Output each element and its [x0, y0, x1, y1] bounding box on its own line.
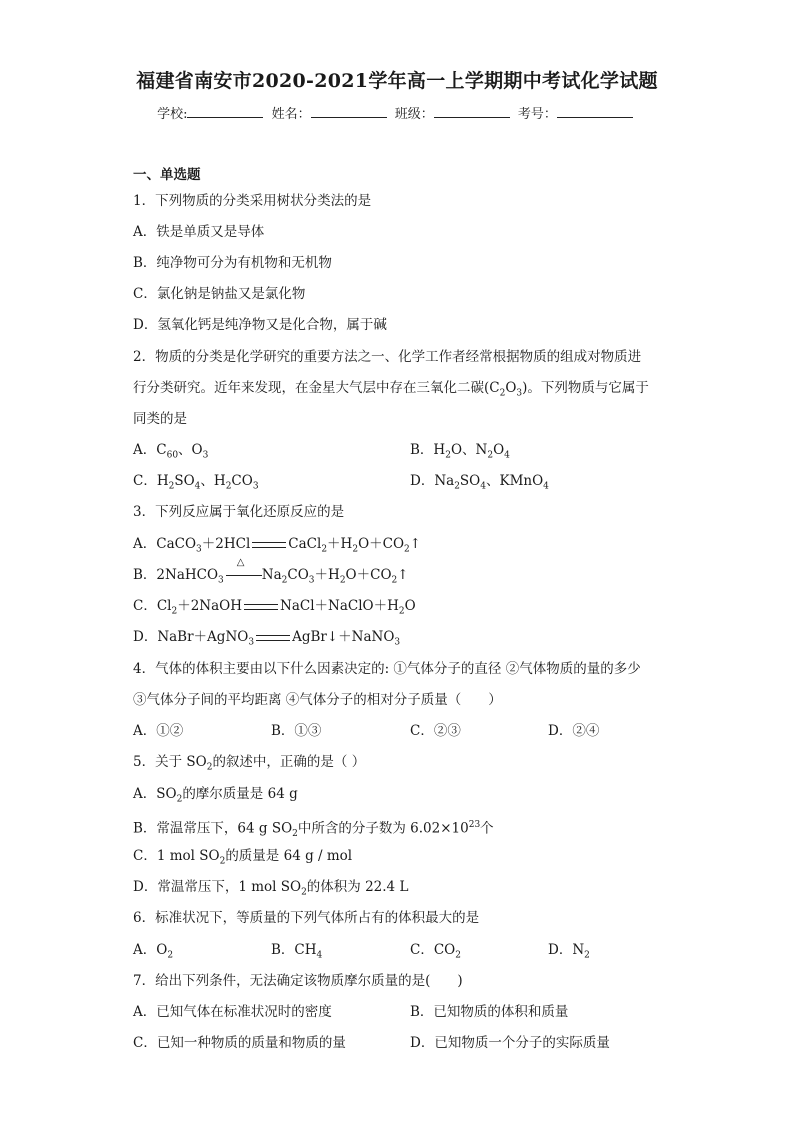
q7-stem: 7．给出下列条件，无法确定该物质摩尔质量的是( ): [133, 973, 463, 989]
q7-option-a: A．已知气体在标准状况时的密度: [133, 1004, 332, 1020]
number-label: 考号：: [517, 107, 557, 122]
q4-stem-line2: ③气体分子间的平均距离 ④气体分子的相对分子质量（ ）: [133, 692, 502, 708]
number-blank[interactable]: [557, 105, 633, 118]
q6-option-b: B．$CH_4$: [271, 942, 323, 961]
q3-stem: 3．下列反应属于氧化还原反应的是: [133, 504, 345, 520]
q1-option-b: B．纯净物可分为有机物和无机物: [133, 255, 332, 271]
q6-option-a: A．$O_2$: [133, 942, 174, 961]
q2-option-d: D．$Na_2SO_4$、KMnO$_4$: [410, 473, 549, 492]
q4-option-c: C．②③: [410, 723, 461, 739]
q5-stem: 5．关于 $SO_2$的叙述中，正确的是（ ）: [133, 754, 366, 773]
q7-option-b: B．已知物质的体积和质量: [410, 1004, 569, 1020]
school-blank[interactable]: [187, 105, 263, 118]
q6-option-d: D．$N_2$: [548, 942, 590, 961]
student-info-line: [0, 103, 794, 122]
q6-option-c: C．$CO_2$: [410, 942, 461, 961]
name-label: 姓名：: [271, 107, 311, 122]
school-label: 学校:: [157, 107, 188, 122]
q1-option-c: C．氯化钠是钠盐又是氯化物: [133, 286, 306, 302]
q2-option-c: C．$H_2SO_4$、$H_2CO_3$: [133, 473, 259, 492]
q2-stem-line1: 2．物质的分类是化学研究的重要方法之一、化学工作者经常根据物质的组成对物质进: [133, 349, 642, 365]
page-title: 福建省南安市2020-2021学年高一上学期期中考试化学试题: [136, 70, 658, 92]
class-blank[interactable]: [434, 105, 510, 118]
q2-option-b: B．$H_2O$、$N_2O_4$: [410, 442, 510, 461]
q5-option-b: B．常温常压下，64 g $SO_2$中所含的分子数为 $6.02\times 10^{23}$个: [133, 820, 494, 840]
q7-option-d: D．已知物质一个分子的实际质量: [410, 1035, 610, 1051]
q2-option-a: A．$C_{60}$、$O_3$: [133, 442, 209, 461]
q3-option-c: C．$Cl_2+2NaOH$ $NaCl+NaClO+H_2O$: [133, 598, 416, 617]
q5-option-a: A．$SO_2$的摩尔质量是 64 g: [133, 786, 298, 805]
q4-option-b: B．①③: [271, 723, 322, 739]
q4-stem-line1: 4．气体的体积主要由以下什么因素决定的: ①气体分子的直径 ②气体物质的量的多少: [133, 661, 641, 677]
q6-stem: 6．标准状况下，等质量的下列气体所占有的体积最大的是: [133, 910, 480, 926]
q5-option-c: C．1 mol $SO_2$的质量是 64 g / mol: [133, 848, 353, 867]
q2-stem-line2: 行分类研究。近年来发现，在金星大气层中存在三氧化二碳$(C_2O_3)$。下列物质与它属于: [133, 380, 649, 399]
q1-stem: 1．下列物质的分类采用树状分类法的是: [133, 193, 372, 209]
section-title: 一、单选题: [133, 167, 201, 183]
q2-stem-line3: 同类的是: [133, 411, 187, 427]
q7-option-c: C．已知一种物质的质量和物质的量: [133, 1035, 346, 1051]
q3-option-a: A．CaCO$_3$＋2HCl $CaCl_2+H_2O+CO_2↑$: [133, 536, 422, 555]
q1-option-d: D．氢氧化钙是纯净物又是化合物，属于碱: [133, 317, 387, 333]
q3-option-b: B．2NaHCO$_3$ △ $Na_2CO_3+H_2O+CO_2↑$: [133, 557, 409, 586]
q4-option-a: A．①②: [133, 723, 184, 739]
class-label: 班级：: [394, 107, 434, 122]
q1-option-a: A．铁是单质又是导体: [133, 224, 265, 240]
q3-option-d: D．NaBr＋AgNO$_3$ AgBr↓＋NaNO$_3$: [133, 629, 401, 648]
q4-option-d: D．②④: [548, 723, 600, 739]
q5-option-d: D．常温常压下，1 mol $SO_2$的体积为 22.4 L: [133, 879, 409, 898]
name-blank[interactable]: [311, 105, 387, 118]
